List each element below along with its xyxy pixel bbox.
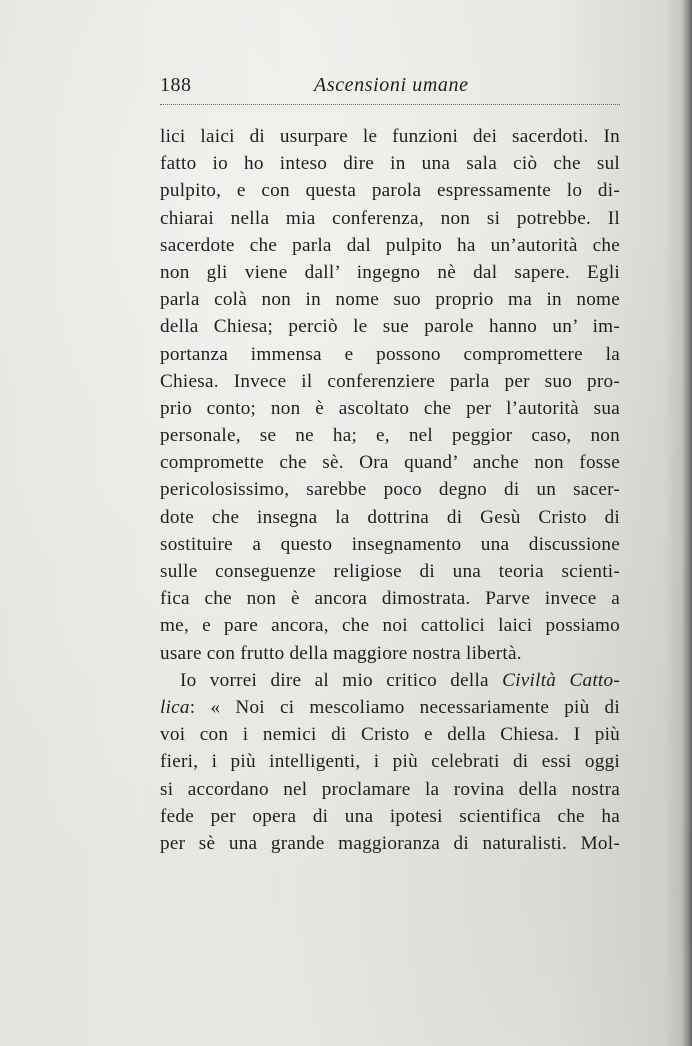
- text-line: fieri, i più intelligenti, i più celebrati di essi oggi: [160, 751, 620, 773]
- text-line: usare con frutto della maggiore nostra libertà.: [160, 642, 522, 664]
- text-line: pulpito, e con questa parola espressamente lo di-: [160, 180, 620, 202]
- paragraph-first-line: [160, 667, 620, 694]
- text-line: chiarai nella mia conferenza, non si potrebbe. Il: [160, 207, 620, 229]
- text-line: sostituire a questo insegnamento una discussione: [160, 533, 620, 555]
- text-line: pericolosissimo, sarebbe poco degno di un sacer-: [160, 479, 620, 501]
- journal-title-italic: Civiltà Catto-: [502, 669, 620, 691]
- text-line: portanza immensa e possono compromettere la: [160, 343, 620, 365]
- text-line: della Chiesa; perciò le sue parole hanno un’ im-: [160, 316, 620, 338]
- text-line: si accordano nel proclamare la rovina della nostra: [160, 778, 620, 800]
- text-line: Chiesa. Invece il conferenziere parla per suo pro-: [160, 370, 620, 392]
- text-line: compromette che sè. Ora quand’ anche non fosse: [160, 452, 620, 474]
- text-line: personale, se ne ha; e, nel peggior caso, non: [160, 425, 620, 447]
- text-line: per sè una grande maggioranza di naturalisti. Mol-: [160, 832, 620, 854]
- text-line: voi con i nemici di Cristo e della Chiesa. I più: [160, 724, 620, 746]
- page-number: 188: [160, 74, 192, 96]
- text-line: fica che non è ancora dimostrata. Parve invece a: [160, 588, 620, 610]
- running-title: Ascensioni umane: [314, 74, 469, 96]
- text-line: dote che insegna la dottrina di Gesù Cristo di: [160, 506, 620, 528]
- text-line: lici laici di usurpare le funzioni dei sacerdoti. In: [160, 126, 620, 147]
- text-line: fatto io ho inteso dire in una sala ciò che sul: [160, 153, 620, 175]
- text-line: non gli viene dall’ ingegno nè dal sapere. Egli: [160, 261, 620, 283]
- body-text: [160, 123, 620, 857]
- text-line: prio conto; non è ascoltato che per l’autorità sua: [160, 397, 620, 419]
- running-header: [160, 74, 620, 102]
- text-line: sacerdote che parla dal pulpito ha un’autorità che: [160, 234, 620, 256]
- text-line: parla colà non in nome suo proprio ma in nome: [160, 289, 620, 311]
- text-run: Io vorrei dire al mio critico della: [180, 669, 503, 691]
- text-line: sulle conseguenze religiose di una teoria scienti-: [160, 561, 620, 582]
- header-rule: [160, 104, 620, 105]
- text-run: : « Noi ci mescoliamo necessariamente più di: [189, 696, 620, 718]
- text-line: [160, 694, 620, 721]
- text-line: fede per opera di una ipotesi scientifica che ha: [160, 805, 620, 827]
- page-edge-shadow: [682, 0, 692, 1046]
- text-line: me, e pare ancora, che noi cattolici laici possiamo: [160, 615, 620, 637]
- journal-title-italic: lica: [160, 696, 190, 718]
